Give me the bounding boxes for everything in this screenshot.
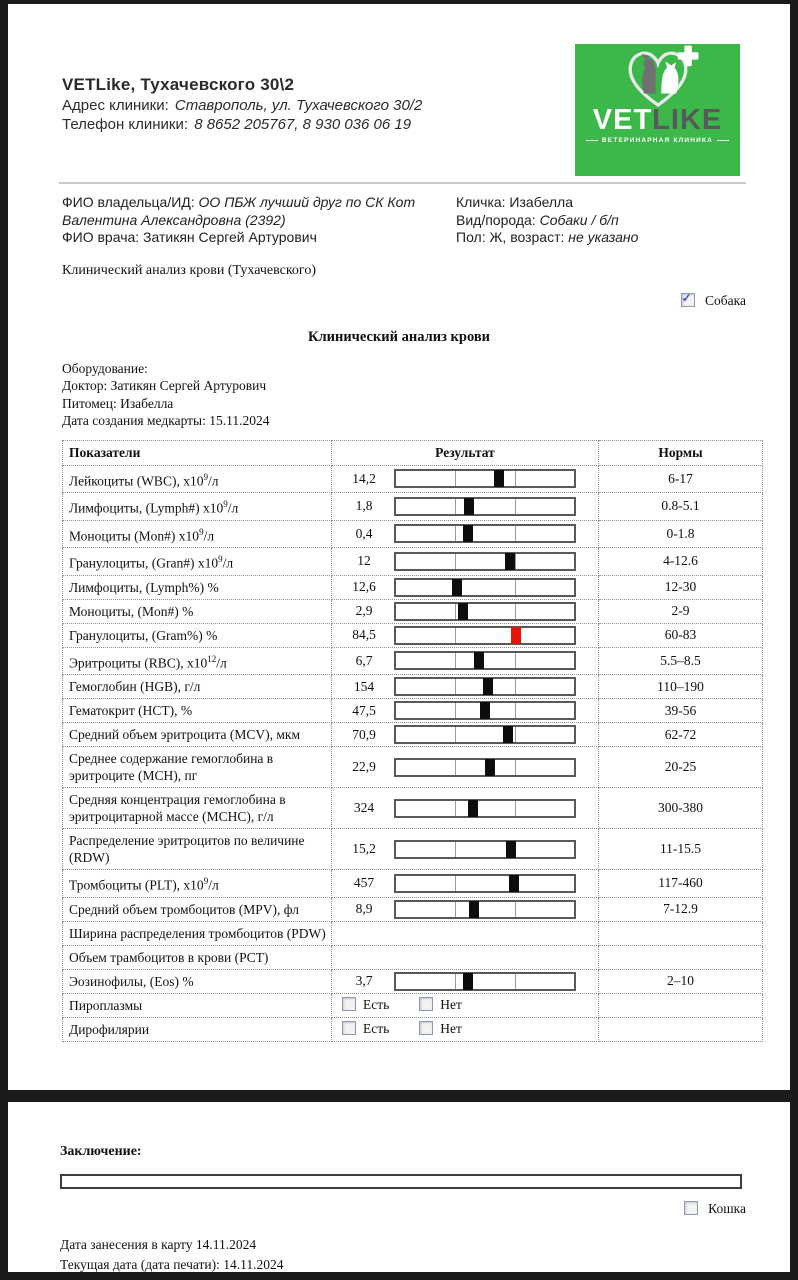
patient-info (62, 194, 790, 247)
table-row (63, 465, 763, 493)
parameter-name: Лейкоциты (WBC), $x10^9/л$ (63, 465, 332, 493)
parameter-name: Моноциты (Mon#) $x10^9/л$ (63, 520, 332, 548)
range-bar (394, 758, 576, 777)
result-cell (332, 575, 599, 599)
result-cell (332, 969, 599, 993)
range-bar (394, 626, 576, 645)
range-marker (464, 498, 474, 515)
parameter-name: Гематокрит (HCT), % (63, 699, 332, 723)
results-table (62, 440, 763, 1042)
parameter-name: Распределение эритроцитов по величине (RDW) (63, 829, 332, 870)
patient-line (62, 229, 456, 247)
option-label: Есть (363, 997, 390, 1012)
result-value: 324 (353, 800, 375, 815)
cat-checkbox-label: Кошка (708, 1201, 746, 1216)
table-row (63, 675, 763, 699)
table-row (63, 520, 763, 548)
parameter-name: Ширина распределения тромбоцитов (PDW) (63, 921, 332, 945)
option-pair (419, 997, 462, 1012)
option-label: Нет (440, 997, 462, 1012)
clinic-address: Адрес клиники: Ставрополь, ул. Тухачевского 30/2 (62, 97, 423, 114)
result-value: 6,7 (355, 652, 373, 668)
logo-cross-icon (677, 46, 698, 67)
results-table-body (63, 465, 763, 1041)
range-marker (505, 553, 515, 570)
table-row (63, 993, 763, 1017)
patient-pet-column (456, 194, 790, 247)
range-bar (394, 497, 576, 516)
norm-value: 60-83 (599, 623, 763, 647)
table-row (63, 897, 763, 921)
conclusion-page (8, 1102, 790, 1272)
norm-value: 62-72 (599, 723, 763, 747)
result-cell (332, 548, 599, 576)
result-value: 84,5 (352, 627, 376, 642)
table-row (63, 945, 763, 969)
clinic-name: VETLike, Тухачевского 30\2 (62, 75, 295, 94)
result-cell (332, 623, 599, 647)
option-label: Есть (363, 1021, 390, 1036)
report-meta (62, 360, 790, 430)
table-row (63, 747, 763, 788)
range-bar (394, 552, 576, 571)
column-header-norm: Нормы (599, 440, 763, 465)
option-pair (342, 997, 389, 1012)
norm-value: 4-12.6 (599, 548, 763, 576)
table-row (63, 870, 763, 898)
result-cell (332, 599, 599, 623)
option-pair (342, 1021, 389, 1036)
doctor-line: Доктор: Затикян Сергей Артурович (62, 378, 267, 393)
result-value: 8,9 (355, 901, 373, 916)
range-bar (394, 469, 576, 488)
conclusion-input[interactable] (60, 1174, 742, 1189)
text-segment: Пол: Ж, возраст: (456, 229, 569, 245)
patient-line (456, 194, 790, 212)
document-subtitle: Клинический анализ крови (Тухачевского) (62, 262, 316, 278)
parameter-name: Тромбоциты (PLT), $x10^9/л$ (63, 870, 332, 898)
range-bar (394, 799, 576, 818)
option-label: Нет (440, 1021, 462, 1036)
norm-value: 12-30 (599, 575, 763, 599)
result-cell (332, 699, 599, 723)
option-checkbox[interactable] (342, 1021, 356, 1035)
parameter-name: Среднее содержание гемоглобина в эритроците (MCH), пг (63, 747, 332, 788)
option-pair (419, 1021, 462, 1036)
range-marker (468, 800, 478, 817)
table-row (63, 623, 763, 647)
result-cell (332, 675, 599, 699)
text-segment: ФИО врача: Затикян Сергей Артурович (62, 229, 317, 245)
dog-checkbox-label: Собака (705, 292, 746, 308)
norm-value (599, 1017, 763, 1041)
column-header-result: Результат (332, 440, 599, 465)
option-checkbox[interactable] (419, 997, 433, 1011)
result-cell (332, 897, 599, 921)
norm-value: 7-12.9 (599, 897, 763, 921)
range-marker (458, 603, 468, 620)
text-segment: ФИО владельца/ИД: (62, 194, 199, 210)
result-cell (332, 993, 599, 1017)
option-checkbox[interactable] (419, 1021, 433, 1035)
result-value: 14,2 (352, 470, 376, 486)
range-bar (394, 524, 576, 543)
table-row (63, 599, 763, 623)
range-marker (503, 726, 513, 743)
parameter-name: Объем трамбоцитов в крови (PCT) (63, 945, 332, 969)
species-row (8, 293, 790, 309)
result-cell (332, 647, 599, 675)
dog-checkbox[interactable] (681, 293, 695, 307)
logo-subtitle: ВЕТЕРИНАРНАЯ КЛИНИКА (586, 137, 729, 144)
logo-heart-pets-icon (616, 44, 700, 110)
norm-value: 6-17 (599, 465, 763, 493)
parameter-name: Моноциты, (Mon#) % (63, 599, 332, 623)
result-value: 3,7 (355, 973, 373, 988)
cat-row (8, 1201, 790, 1217)
parameter-name: Лимфоциты, (Lymph%) % (63, 575, 332, 599)
range-marker (480, 702, 490, 719)
parameter-name: Средняя концентрация гемоглобина в эритроцитарной массе (MCHC), г/л (63, 788, 332, 829)
range-bar (394, 578, 576, 597)
text-segment: ОО ПБЖ лучший друг по СК Кот Валентина Александровна (2392) (62, 194, 416, 228)
result-cell (332, 465, 599, 493)
table-row (63, 699, 763, 723)
result-value: 154 (353, 678, 375, 694)
table-row (63, 493, 763, 521)
parameter-name: Лимфоциты, (Lymph#) $x10^9/л$ (63, 493, 332, 521)
result-value: 1,8 (355, 498, 373, 514)
clinic-phone: Телефон клиники: 8 8652 205767, 8 930 036 06 19 (62, 116, 412, 133)
patient-line (456, 229, 790, 247)
result-cell (332, 747, 599, 788)
result-cell (332, 870, 599, 898)
norm-value (599, 921, 763, 945)
print-date-line: Текущая дата (дата печати): 14.11.2024 (60, 1256, 284, 1272)
norm-value: 2-9 (599, 599, 763, 623)
result-value: 0,4 (355, 525, 373, 541)
result-value: 47,5 (352, 702, 376, 718)
parameter-name: Средний объем тромбоцитов (MPV), фл (63, 897, 332, 921)
result-cell (332, 945, 599, 969)
table-row (63, 969, 763, 993)
range-bar (394, 840, 576, 859)
result-cell (332, 1017, 599, 1041)
table-header-row (63, 440, 763, 465)
norm-value: 20-25 (599, 747, 763, 788)
column-header-parameter: Показатели (63, 440, 332, 465)
result-cell (332, 723, 599, 747)
result-cell (332, 829, 599, 870)
report-page (8, 4, 790, 1090)
conclusion-label: Заключение: (60, 1144, 142, 1159)
parameter-name: Средний объем эритроцита (MCV), мкм (63, 723, 332, 747)
norm-value: 2–10 (599, 969, 763, 993)
parameter-name: Гемоглобин (HGB), г/л (63, 675, 332, 699)
range-marker (474, 652, 484, 669)
range-bar (394, 602, 576, 621)
range-marker (506, 841, 516, 858)
result-cell (332, 520, 599, 548)
parameter-name: Гранулоциты, (Gram%) % (63, 623, 332, 647)
patient-owner-column (62, 194, 456, 247)
table-row (63, 723, 763, 747)
range-bar (394, 651, 576, 670)
result-value: 2,9 (355, 603, 373, 618)
norm-value: 117-460 (599, 870, 763, 898)
result-value: 15,2 (352, 841, 376, 856)
norm-value: 11-15.5 (599, 829, 763, 870)
norm-value: 0.8-5.1 (599, 493, 763, 521)
range-marker (463, 525, 473, 542)
parameter-name: Эозинофилы, (Eos) % (63, 969, 332, 993)
option-checkbox[interactable] (342, 997, 356, 1011)
result-value: 12,6 (352, 579, 376, 594)
norm-value: 300-380 (599, 788, 763, 829)
norm-value: 0-1.8 (599, 520, 763, 548)
norm-value: 110–190 (599, 675, 763, 699)
table-row (63, 548, 763, 576)
range-bar (394, 874, 576, 893)
text-segment: Вид/порода: (456, 211, 540, 228)
norm-value (599, 993, 763, 1017)
logo-wordmark: VETLIKE (592, 104, 723, 136)
table-row (63, 647, 763, 675)
range-bar (394, 725, 576, 744)
cat-checkbox[interactable] (684, 1201, 698, 1215)
equipment-line: Оборудование: (62, 360, 148, 376)
parameter-name: Дирофилярии (63, 1017, 332, 1041)
range-marker (463, 973, 473, 990)
range-marker (509, 875, 519, 892)
result-value: 22,9 (352, 759, 376, 774)
range-marker (511, 627, 521, 644)
result-cell (332, 921, 599, 945)
result-value: 12 (357, 553, 371, 569)
range-bar (394, 677, 576, 696)
range-bar (394, 900, 576, 919)
range-marker (452, 579, 462, 596)
result-cell (332, 788, 599, 829)
card-date-line: Дата создания медкарты: 15.11.2024 (62, 413, 270, 428)
entry-date-line: Дата занесения в карту 14.11.2024 (60, 1237, 257, 1252)
patient-line (62, 194, 456, 229)
table-row (63, 829, 763, 870)
vetlike-logo (575, 44, 740, 176)
result-value: 457 (353, 875, 375, 891)
pet-line: Питомец: Изабелла (62, 395, 174, 411)
norm-value: 5.5–8.5 (599, 647, 763, 675)
range-bar (394, 972, 576, 991)
parameter-name: Эритроциты (RBC), $x10^{12}/л$ (63, 647, 332, 675)
norm-value: 39-56 (599, 699, 763, 723)
report-title: Клинический анализ крови (307, 328, 491, 345)
patient-line (456, 212, 790, 230)
text-segment: Кличка: Изабелла (456, 194, 574, 210)
text-segment: не указано (568, 229, 639, 245)
range-marker (469, 901, 479, 918)
range-bar (394, 701, 576, 720)
result-cell (332, 493, 599, 521)
result-value: 70,9 (352, 726, 376, 742)
table-row (63, 575, 763, 599)
parameter-name: Пироплазмы (63, 993, 332, 1017)
footer-dates (60, 1235, 790, 1272)
table-row (63, 921, 763, 945)
norm-value (599, 945, 763, 969)
text-segment: Собаки / б/п (539, 211, 619, 228)
range-marker (494, 470, 504, 487)
header-divider (59, 182, 746, 184)
table-row (63, 788, 763, 829)
range-marker (483, 678, 493, 695)
table-row (63, 1017, 763, 1041)
parameter-name: Гранулоциты, (Gran#) $x10^9/л$ (63, 548, 332, 576)
range-marker (485, 759, 495, 776)
